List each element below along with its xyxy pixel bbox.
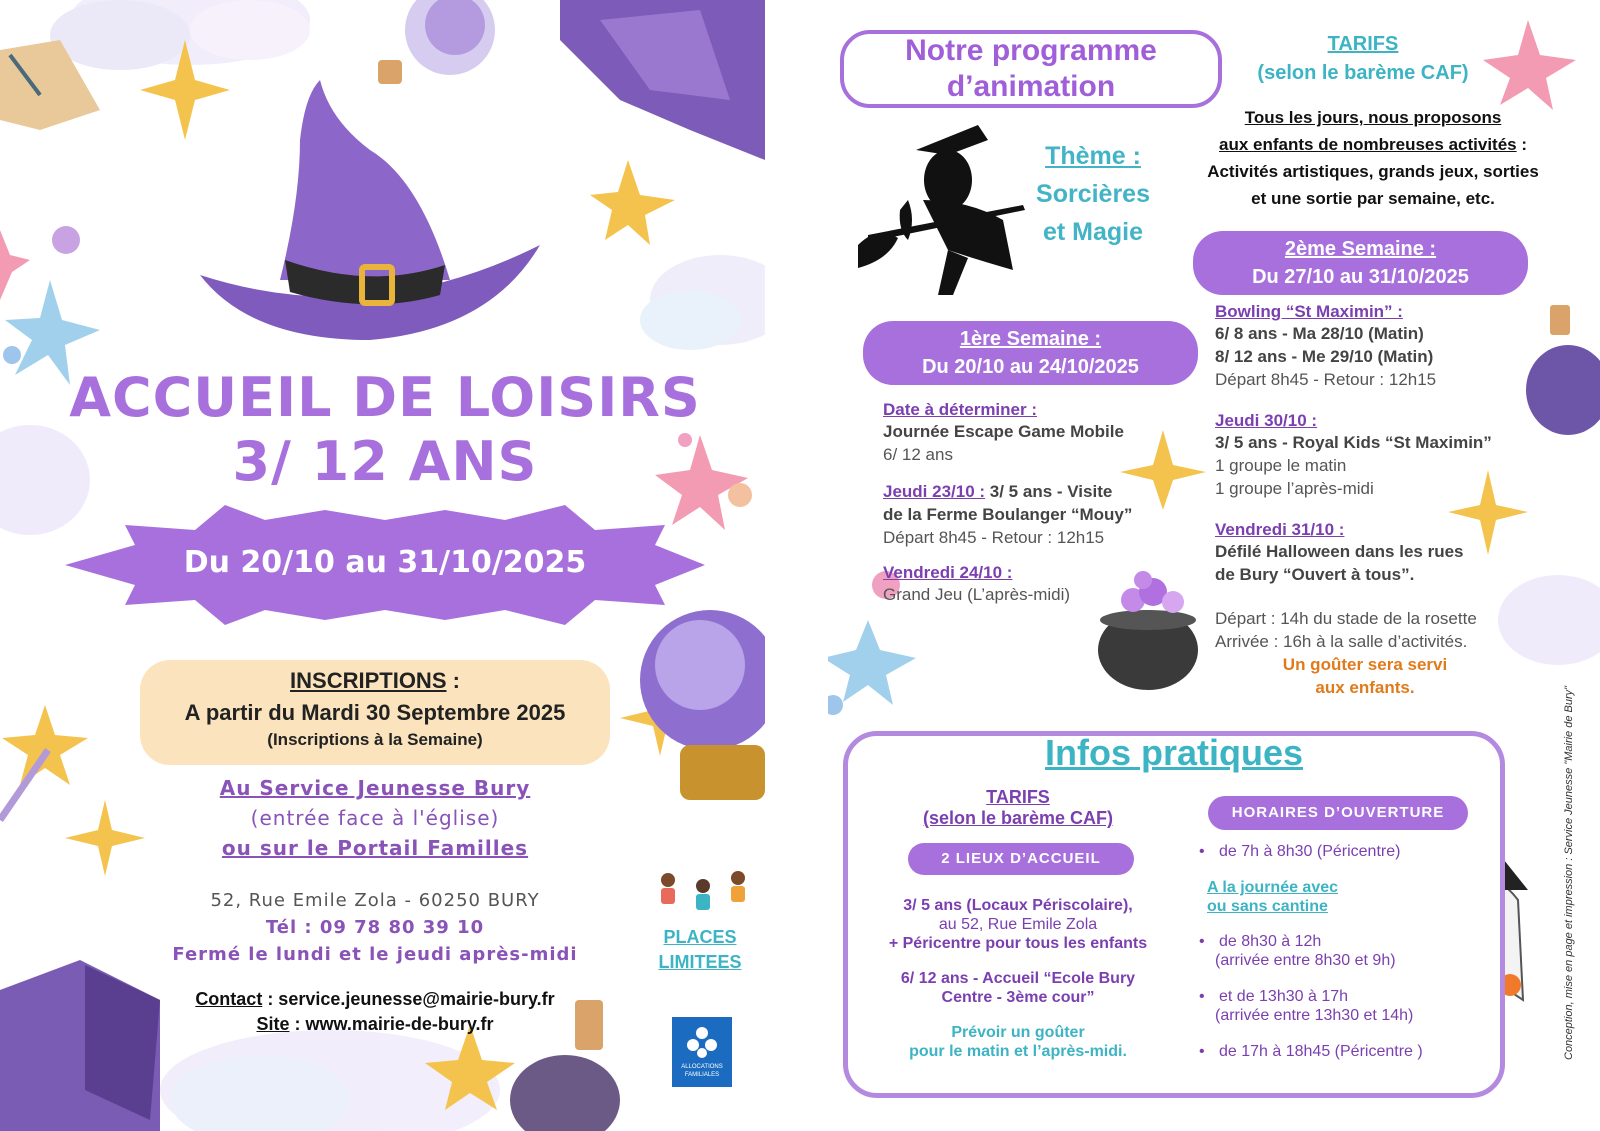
cloud-icon (160, 1030, 500, 1131)
event-title: Journée Escape Game Mobile (883, 422, 1124, 441)
contact-email[interactable] (140, 987, 610, 1012)
left-page (0, 0, 765, 1131)
intro-line-3: Activités artistiques, grands jeux, sorties (1207, 162, 1539, 181)
lieu-1 (868, 896, 1168, 953)
star-icon (828, 620, 916, 705)
spellbook-icon (0, 960, 160, 1131)
intro-line-4: et une sortie par semaine, etc. (1251, 189, 1495, 208)
service-name: Au Service Jeunesse Bury (219, 776, 531, 800)
right-page (828, 0, 1600, 1131)
event-date: Vendredi 24/10 : (883, 563, 1013, 582)
gouter-line-1: Prévoir un goûter (951, 1024, 1085, 1041)
gouter-note: Un goûter sera servi (1282, 655, 1448, 674)
horaire-item (1219, 842, 1459, 861)
intro-line-1: Tous les jours, nous proposons (1244, 108, 1502, 127)
event-detail: Départ 8h45 - Retour : 12h15 (1215, 370, 1437, 389)
event-detail: Départ 8h45 - Retour : 12h15 (883, 528, 1105, 547)
bubble-icon (52, 226, 80, 254)
intro-line-2: aux enfants de nombreuses activités (1219, 135, 1517, 154)
site-value: : www.mairie-de-bury.fr (289, 1014, 494, 1034)
event-detail: 6/ 12 ans (883, 445, 953, 464)
places-line-1: PLACES (663, 927, 737, 947)
lieu-2-line-1: 6/ 12 ans - Accueil “Ecole Bury (900, 970, 1136, 987)
event-date: Jeudi 23/10 : (883, 482, 986, 501)
inscriptions-label: INSCRIPTIONS (290, 668, 447, 693)
main-title (60, 366, 710, 494)
contact-value: : service.jeunesse@mairie-bury.fr (262, 989, 555, 1009)
potion-bottle-icon (1526, 305, 1600, 435)
lieu-1-address: au 52, Rue Emile Zola (938, 916, 1098, 933)
programme-line-2: d’animation (946, 70, 1116, 103)
lieu-2-line-2: Centre - 3ème cour” (941, 989, 1095, 1006)
dates-banner: Du 20/10 au 31/10/2025 (183, 545, 587, 580)
event-title: Défilé Halloween dans les rues (1215, 542, 1464, 561)
lieu-1-title: 3/ 5 ans (Locaux Périscolaire), (903, 897, 1133, 914)
site-link[interactable] (140, 1012, 610, 1037)
contact-label: Contact (195, 989, 263, 1009)
event-title-inline: 3/ 5 ans - Visite (985, 482, 1113, 501)
spellbook-icon (560, 0, 765, 160)
event-title: de la Ferme Boulanger “Mouy” (883, 505, 1133, 524)
intro-text (1173, 104, 1573, 212)
horaire-note: (arrivée entre 13h30 et 14h) (1215, 1007, 1414, 1024)
week2-pill (1193, 231, 1528, 295)
inscriptions-content (140, 668, 610, 750)
bubble-icon (828, 695, 843, 715)
witch-silhouette-icon (858, 125, 1025, 295)
infos-tarifs-line-1: TARIFS (986, 787, 1050, 807)
horaire-item (1215, 987, 1459, 1025)
lieux-pill: 2 LIEUX D’ACCUEIL (908, 843, 1134, 875)
address-block (140, 887, 610, 968)
closing-days: Fermé le lundi et le jeudi après-midi (172, 944, 578, 965)
wizard-hat-icon (200, 80, 540, 340)
event-date: Jeudi 30/10 : (1215, 411, 1318, 430)
theme-block (1023, 137, 1163, 251)
week2-label: 2ème Semaine : (1284, 238, 1437, 260)
week2-event (1215, 411, 1535, 500)
week2-event (1215, 302, 1535, 391)
journee-note (1207, 878, 1407, 916)
horaire-text: de 7h à 8h30 (Péricentre) (1219, 843, 1401, 860)
horaire-item (1215, 932, 1459, 970)
children-icon (653, 868, 753, 928)
week2-dates: Du 27/10 au 31/10/2025 (1252, 266, 1469, 288)
programme-title (840, 33, 1222, 105)
theme-line-2: et Magie (1042, 218, 1144, 246)
theme-line-1: Sorcières (1036, 180, 1150, 208)
address: 52, Rue Emile Zola - 60250 BURY (210, 890, 540, 911)
places-line-2: LIMITEES (658, 952, 742, 972)
infos-tarifs-line-2: (selon le barème CAF) (922, 808, 1114, 828)
infos-tarifs (903, 787, 1133, 829)
journee-line-1: A la journée avec (1207, 879, 1339, 896)
journee-line-2: ou sans cantine (1207, 898, 1328, 915)
week1-pill (863, 321, 1198, 385)
week1-events (883, 400, 1173, 606)
event-detail: Grand Jeu (L’après-midi) (883, 585, 1071, 604)
bubble-icon (728, 483, 752, 507)
event-detail: 1 groupe le matin (1215, 456, 1347, 475)
theme-label: Thème : (1045, 142, 1141, 170)
gouter-note: aux enfants. (1315, 678, 1415, 697)
bubble-icon (3, 346, 21, 364)
caf-logo-text: ALLOCATIONS FAMILIALES (681, 1064, 723, 1078)
tarifs-top-line-1: TARIFS (1327, 33, 1399, 55)
event-date: Bowling “St Maximin” : (1215, 302, 1403, 321)
title-line-2: 3/ 12 ANS (232, 430, 538, 493)
lieu-2 (868, 969, 1168, 1007)
event-title: 3/ 5 ans - Royal Kids “St Maximin” (1215, 433, 1492, 452)
gouter-reminder (868, 1023, 1168, 1061)
magic-wand-icon (0, 750, 48, 820)
caf-logo (672, 1017, 732, 1087)
site-label: Site (256, 1014, 290, 1034)
week1-event (883, 480, 1173, 549)
phone: Tél : 09 78 80 39 10 (265, 917, 485, 938)
event-detail: Départ : 14h du stade de la rosette (1215, 609, 1477, 628)
tarifs-top-line-2: (selon le barème CAF) (1257, 62, 1469, 84)
week2-events (1215, 302, 1535, 699)
week1-label: 1ère Semaine : (959, 328, 1102, 350)
infos-title: Infos pratiques (1044, 732, 1304, 773)
inscriptions-colon: : (446, 668, 460, 693)
event-title: 6/ 8 ans - Ma 28/10 (Matin) (1215, 324, 1424, 343)
programme-line-1: Notre programme (905, 34, 1157, 67)
inscriptions-note: (Inscriptions à la Semaine) (267, 730, 483, 749)
week2-event (1215, 520, 1535, 699)
gouter-line-2: pour le matin et l’après-midi. (909, 1043, 1127, 1060)
inscriptions-date: A partir du Mardi 30 Septembre 2025 (184, 700, 566, 725)
intro-line-2-suffix: : (1516, 135, 1527, 154)
credit-text: Conception, mise en page et impression : Service Jeunesse "Mairie de Bury" (1563, 685, 1575, 1060)
star-icon (1483, 20, 1576, 110)
event-detail: 1 groupe l’après-midi (1215, 479, 1374, 498)
title-line-1: ACCUEIL DE LOISIRS (69, 366, 701, 429)
cloud-icon (640, 255, 765, 350)
week1-event (883, 400, 1173, 466)
service-block (140, 773, 610, 863)
event-detail: Arrivée : 16h à la salle d’activités. (1215, 632, 1468, 651)
contact-block (140, 987, 610, 1037)
event-date: Vendredi 31/10 : (1215, 520, 1345, 539)
horaire-text: de 17h à 18h45 (Péricentre ) (1219, 1043, 1423, 1060)
caf-emblem-icon (686, 1025, 718, 1059)
event-title: de Bury “Ouvert à tous”. (1215, 565, 1415, 584)
potion-bottle-icon (378, 0, 495, 84)
service-location: (entrée face à l'église) (250, 806, 500, 830)
horaire-note: (arrivée entre 8h30 et 9h) (1215, 952, 1396, 969)
horaire-item (1219, 1042, 1459, 1061)
week1-dates: Du 20/10 au 24/10/2025 (922, 356, 1139, 378)
cloud-icon (50, 0, 310, 70)
tarifs-top (1243, 30, 1483, 88)
horaire-text: • et de 13h30 à 17h (1219, 988, 1349, 1005)
horaires-pill: HORAIRES D’OUVERTURE (1208, 796, 1468, 830)
week1-event (883, 563, 1173, 606)
event-title: 8/ 12 ans - Me 29/10 (Matin) (1215, 347, 1434, 366)
lieu-1-pericentre: + Péricentre pour tous les enfants (888, 935, 1148, 952)
portail-familles-link[interactable]: ou sur le Portail Familles (221, 836, 529, 860)
event-date: Date à déterminer : (883, 400, 1037, 419)
places-limitees (630, 925, 765, 975)
horaire-text: • de 8h30 à 12h (1219, 933, 1322, 950)
crystal-ball-icon (640, 610, 765, 800)
